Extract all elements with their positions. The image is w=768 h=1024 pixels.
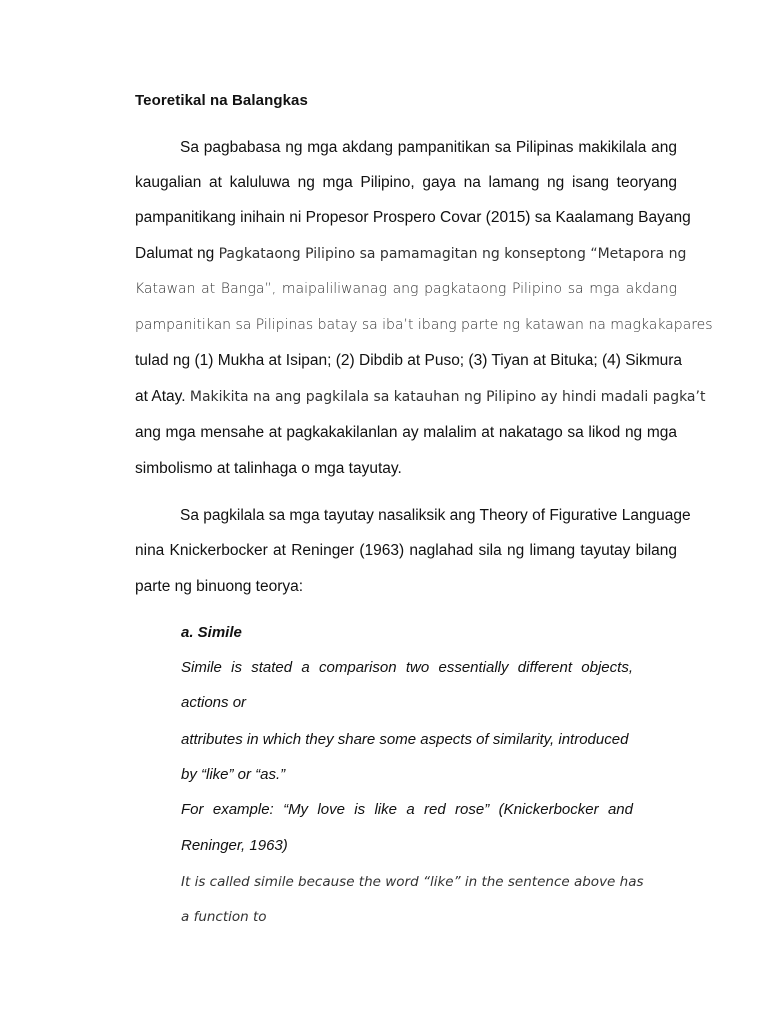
simile-line-7: It is called simile because the word “like” in the sentence above has — [181, 874, 644, 890]
paragraph-1-line-8 — [135, 388, 706, 406]
paragraph-1-line-4b: Pagkataong Pilipino sa pamamagitan ng konseptong “Metapora ng — [218, 246, 687, 262]
paragraph-1-line-7: tulad ng (1) Mukha at Isipan; (2) Dibdib at Puso; (3) Tiyan at Bituka; (4) Sikmura — [135, 352, 683, 369]
simile-line-6: Reninger, 1963) — [181, 837, 288, 854]
paragraph-1-line-8a: at Atay. — [135, 388, 186, 405]
paragraph-1-line-9: ang mga mensahe at pagkakakilanlan ay malalim at nakatago sa likod ng mga — [135, 424, 677, 441]
section-heading: Teoretikal na Balangkas — [135, 92, 308, 109]
simile-line-8: a function to — [181, 909, 267, 925]
paragraph-1-line-4a: Dalumat ng — [135, 245, 215, 262]
paragraph-2-line-1: Sa pagkilala sa mga tayutay nasaliksik ang Theory of Figurative Language — [180, 507, 691, 524]
paragraph-2-line-2: nina Knickerbocker at Reninger (1963) naglahad sila ng limang tayutay bilang — [135, 542, 677, 559]
paragraph-1-line-10: simbolismo at talinhaga o mga tayutay. — [135, 460, 402, 477]
paragraph-2-line-3: parte ng binuong teorya: — [135, 578, 304, 595]
paragraph-1-line-8b: Makikita na ang pagkilala sa katauhan ng Pilipino ay hindi madali pagka’t — [189, 389, 706, 405]
simile-line-5: For example: “My love is like a red rose” (Knickerbocker and — [181, 801, 633, 818]
paragraph-1-line-3: pampanitikang inihain ni Propesor Prospero Covar (2015) sa Kaalamang Bayang — [135, 209, 691, 226]
simile-line-4: by “like” or “as.” — [181, 766, 286, 783]
paragraph-1-line-4 — [135, 245, 687, 263]
paragraph-1-line-2: kaugalian at kaluluwa ng mga Pilipino, gaya na lamang ng isang teoryang — [135, 174, 677, 191]
simile-heading: a. Simile — [181, 624, 242, 641]
simile-line-1: Simile is stated a comparison two essentially different objects, — [181, 659, 633, 676]
paragraph-1-line-6: pampanitikan sa Pilipinas batay sa iba’t ibang parte ng katawan na magkakapares — [135, 317, 713, 333]
simile-line-2: actions or — [181, 694, 247, 711]
paragraph-1-line-5: Katawan at Banga”, maipaliliwanag ang pagkataong Pilipino sa mga akdang — [135, 281, 677, 297]
simile-line-3: attributes in which they share some aspects of similarity, introduced — [181, 731, 629, 748]
paragraph-1-line-1: Sa pagbabasa ng mga akdang pampanitikan sa Pilipinas makikilala ang — [180, 139, 677, 156]
